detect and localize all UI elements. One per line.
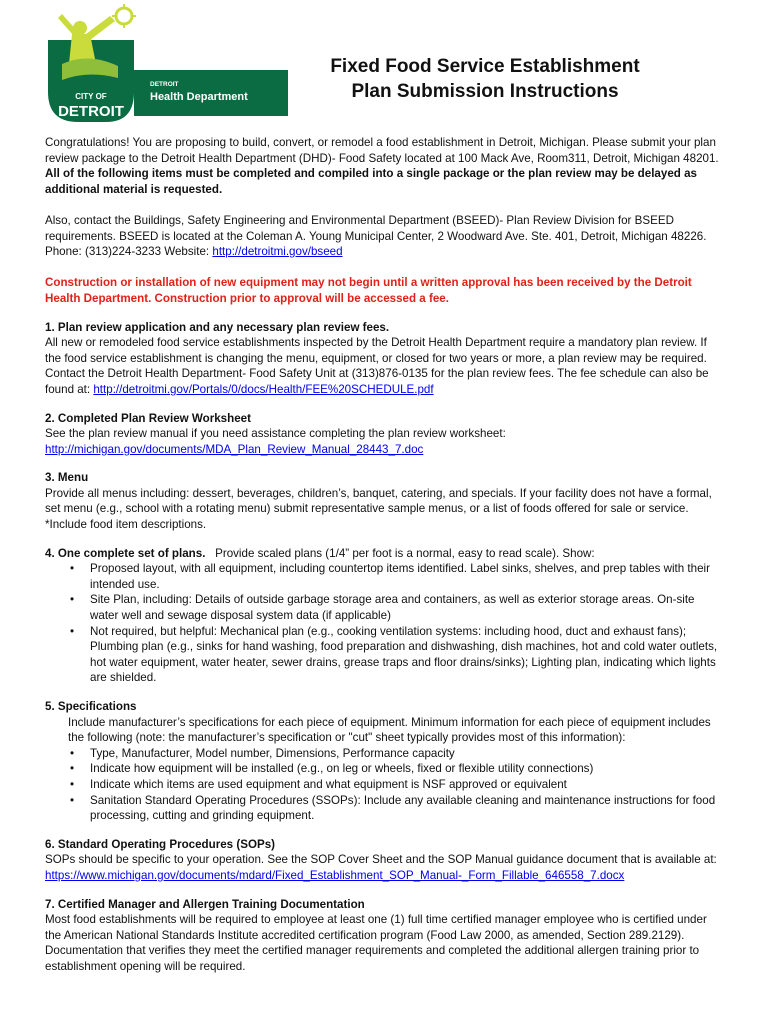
document-title (290, 54, 680, 104)
section-4-intro (45, 546, 725, 562)
fee-schedule-link[interactable]: http://detroitmi.gov/Portals/0/docs/Health/FEE%20SCHEDULE.pdf (93, 382, 434, 396)
section-4-text: Provide scaled plans (1/4” per foot is a normal, easy to read scale). Show: (215, 546, 595, 560)
bseed-text: Also, contact the Buildings, Safety Engineering and Environmental Department (BSEED)- Plan Review Division for BSEED requirements. BSEED is located at the Coleman A. Young Municipal Center, 2 Woodward Ave. Ste. 401, Detroit, Michigan 48226. Phone: (313)224-3233 Website: (45, 213, 707, 259)
specifications-list (45, 746, 725, 824)
section-7-heading: 7. Certified Manager and Allergen Training Documentation (45, 897, 365, 911)
section-4-heading: 4. One complete set of plans. (45, 546, 206, 560)
logo-org-small: DETROIT (150, 81, 179, 88)
logo-org-name: Health Department (150, 91, 248, 103)
title-line-1: Fixed Food Service Establishment (330, 56, 640, 77)
intro-text: Congratulations! You are proposing to build, convert, or remodel a food establishment in Detroit, Michigan. Please submit your plan review package to the Detroit Health Department (DHD)- Food Safety located at 100 Mack Ave, Room311, Detroit, Michigan 48201. (45, 136, 719, 165)
section-6-heading: 6. Standard Operating Procedures (SOPs) (45, 837, 276, 851)
bseed-paragraph (45, 213, 725, 260)
section-7-text: Most food establishments will be required to employee at least one (1) full time certified manager employee who is certified under the American National Standards Institute accredited certification program (Food Law 2000, as amended, Section 289.2129). Documentation that verifies they meet the certified manager requirements and completed the additional allergen training prior to establishment opening will be required. (45, 913, 707, 973)
sop-manual-link[interactable]: https://www.michigan.gov/documents/mdard/Fixed_Establishment_SOP_Manual-_Form_Fillable_646558_7.docx (45, 868, 625, 882)
list-item: • Proposed layout, with all equipment, including countertop items identified. Label sinks, shelves, and prep tables with their intended use. (90, 561, 725, 592)
section-3-heading: 3. Menu (45, 471, 89, 485)
plan-review-manual-link[interactable]: http://michigan.gov/documents/MDA_Plan_Review_Manual_28443_7.doc (45, 442, 424, 456)
section-6-text: SOPs should be specific to your operation. See the SOP Cover Sheet and the SOP Manual guidance document that is available at: (45, 853, 717, 867)
section-1-heading: 1. Plan review application and any necessary plan review fees. (45, 320, 390, 334)
detroit-health-department-logo (40, 4, 288, 128)
list-item: • Site Plan, including: Details of outside garbage storage area and containers, as well as exterior storage areas. On-site water well and sewage disposal system data (if applicable) (90, 592, 725, 623)
list-item: • Sanitation Standard Operating Procedures (SSOPs): Include any available cleaning and maintenance instructions for food processing, cutting and grinding equipment. (90, 793, 725, 824)
section-2-text: See the plan review manual if you need assistance completing the plan review worksheet: (45, 427, 506, 441)
bseed-link[interactable]: http://detroitmi.gov/bseed (212, 245, 343, 259)
logo-graphic (40, 4, 288, 128)
list-item: • Indicate which items are used equipment and what equipment is NSF approved or equivalent (90, 777, 725, 793)
section-1-text: All new or remodeled food service establishments inspected by the Detroit Health Department require a mandatory plan review. If the food service establishment is changing the menu, equipment, or closed for two years or more, a plan review may be required. Contact the Detroit Health Department- Food Safety Unit at (313)876-0135 for the plan review fees. The fee schedule can also be found at: (45, 336, 709, 396)
section-1-paragraph (45, 335, 725, 397)
logo-city: DETROIT (58, 103, 124, 120)
document-body (45, 135, 725, 975)
intro-bold: All of the following items must be completed and compiled into a single package or the plan review may be delayed as additional material is requested. (45, 167, 697, 196)
title-line-2: Plan Submission Instructions (351, 81, 619, 102)
list-item: • Type, Manufacturer, Model number, Dimensions, Performance capacity (90, 746, 725, 762)
section-2-heading: 2. Completed Plan Review Worksheet (45, 411, 251, 425)
intro-paragraph (45, 135, 725, 197)
list-item: • Indicate how equipment will be installed (e.g., on leg or wheels, fixed or flexible utility connections) (90, 761, 725, 777)
section-5-heading: 5. Specifications (45, 700, 137, 713)
warning-paragraph: Construction or installation of new equipment may not begin until a written approval has been received by the Detroit Health Department. Construction prior to approval will be accessed a fee. (45, 276, 692, 305)
logo-city-of: CITY OF (75, 92, 107, 101)
plans-list (45, 561, 725, 686)
section-5-text: Include manufacturer’s specifications for each piece of equipment. Minimum information for each piece of equipment includes the following (note: the manufacturer’s specification or "cut" sheet typically provides most of this information): (68, 715, 711, 745)
section-3-text: Provide all menus including: dessert, beverages, children’s, banquet, catering, and specials. If your facility does not have a formal, set menu (e.g., school with a rotating menu) submit representative sample menus, or a list of foods offered for sale or service. *Include food item descriptions. (45, 486, 712, 532)
list-item: • Not required, but helpful: Mechanical plan (e.g., cooking ventilation systems: including hood, duct and exhaust fans); Plumbing plan (e.g., sinks for hand washing, food preparation and dishwashing, dish machines, hot and cold water outlets, hot water equipment, water heater, sewer drains, grease traps and floor drains/sinks); Lighting plan, indicating which lights are shielded. (90, 624, 725, 686)
